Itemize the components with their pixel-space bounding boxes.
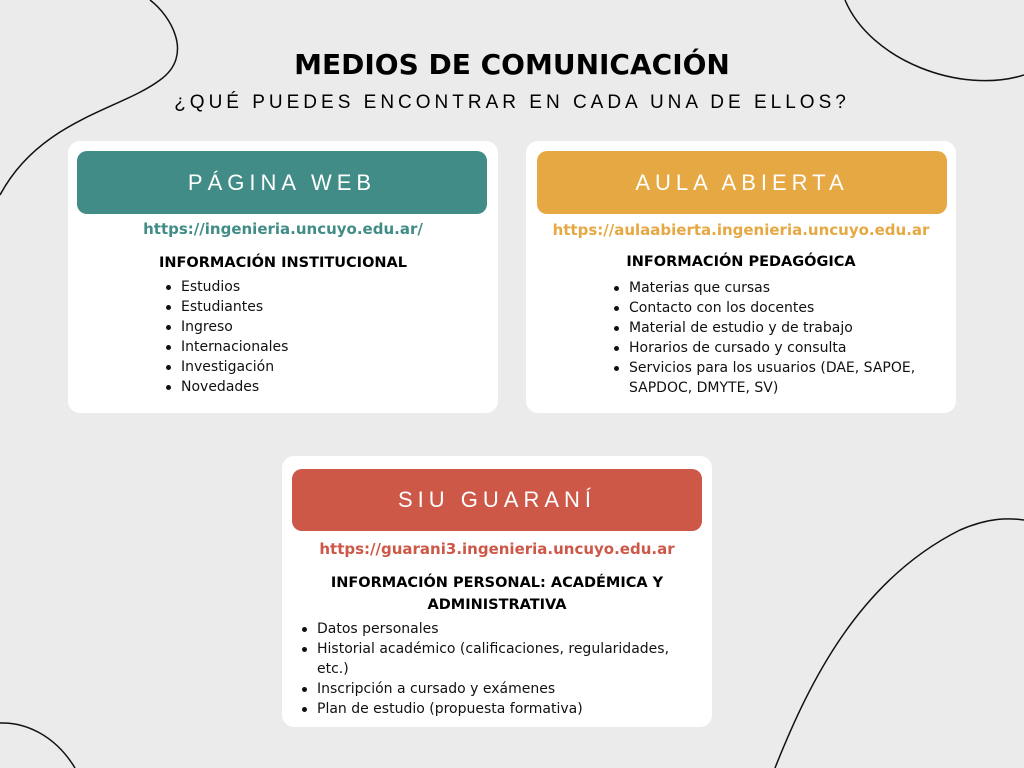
list-item: Novedades bbox=[162, 377, 482, 397]
page-subtitle: ¿QUÉ PUEDES ENCONTRAR EN CADA UNA DE ELLOS? bbox=[174, 92, 850, 113]
list-item: Material de estudio y de trabajo bbox=[610, 318, 930, 338]
list-item: Plan de estudio (propuesta formativa) bbox=[298, 699, 698, 719]
list-item: Estudios bbox=[162, 277, 482, 297]
list-item: Estudiantes bbox=[162, 297, 482, 317]
page-title: MEDIOS DE COMUNICACIÓN bbox=[294, 48, 730, 81]
card-pagina-web bbox=[68, 141, 498, 413]
list-siu-guarani bbox=[298, 619, 698, 719]
card-heading-aula-abierta: INFORMACIÓN PEDAGÓGICA bbox=[626, 254, 856, 270]
list-item: Internacionales bbox=[162, 337, 482, 357]
card-header-aula-abierta: AULA ABIERTA bbox=[537, 151, 947, 214]
list-pagina-web bbox=[162, 277, 482, 397]
card-siu-guarani bbox=[282, 456, 712, 727]
list-item: Ingreso bbox=[162, 317, 482, 337]
link-aula-abierta[interactable]: https://aulaabierta.ingenieria.uncuyo.edu.ar bbox=[552, 221, 930, 239]
link-pagina-web[interactable]: https://ingenieria.uncuyo.edu.ar/ bbox=[143, 220, 423, 238]
list-item: Datos personales bbox=[298, 619, 698, 639]
list-item: Materias que cursas bbox=[610, 278, 930, 298]
list-aula-abierta bbox=[610, 278, 930, 398]
list-item: Horarios de cursado y consulta bbox=[610, 338, 930, 358]
list-item: Contacto con los docentes bbox=[610, 298, 930, 318]
list-item: Investigación bbox=[162, 357, 482, 377]
list-item: Inscripción a cursado y exámenes bbox=[298, 679, 698, 699]
card-heading-pagina-web: INFORMACIÓN INSTITUCIONAL bbox=[158, 255, 407, 271]
link-siu-guarani[interactable]: https://guarani3.ingenieria.uncuyo.edu.ar bbox=[319, 540, 675, 558]
card-header-siu-guarani: SIU GUARANÍ bbox=[292, 469, 702, 531]
list-item: Servicios para los usuarios (DAE, SAPOE, SAPDOC, DMYTE, SV) bbox=[610, 358, 930, 398]
card-header-pagina-web: PÁGINA WEB bbox=[77, 151, 487, 214]
card-heading-siu-guarani: INFORMACIÓN PERSONAL: ACADÉMICA Y ADMINISTRATIVA bbox=[330, 575, 664, 613]
card-aula-abierta bbox=[526, 141, 956, 413]
list-item: Historial académico (calificaciones, regularidades, etc.) bbox=[298, 639, 698, 679]
